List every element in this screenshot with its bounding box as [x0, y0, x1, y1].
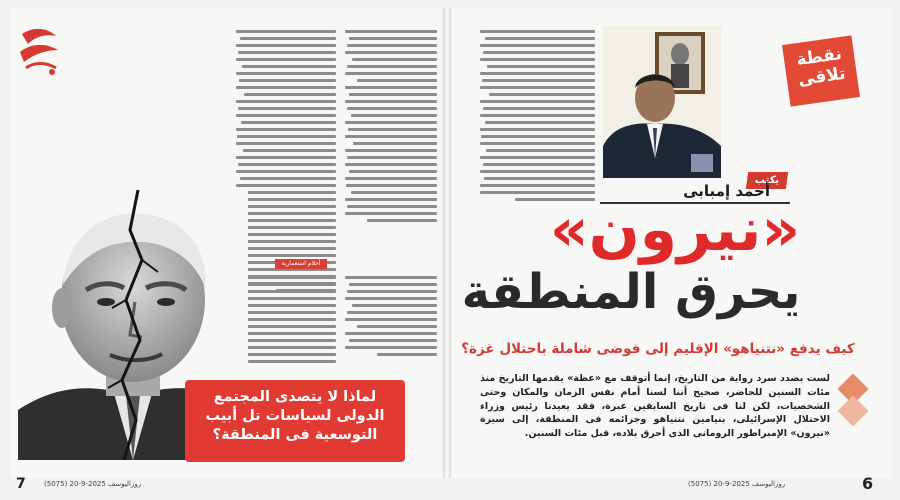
author-name: أحمد إمبابى	[683, 182, 770, 200]
section-tag-box: نقطة تلاقى	[782, 35, 860, 106]
pull-quote-box: لماذا لا يتصدى المجتمع الدولى لسياسات تل أبيب التوسعية فى المنطقة؟	[185, 380, 405, 462]
left-page-column-1	[345, 30, 437, 222]
left-page-column-1b	[345, 276, 437, 356]
page-number-right: 6	[862, 474, 874, 493]
page-gutter	[443, 8, 451, 478]
right-page-column-1	[480, 30, 595, 201]
byline-label: يكتب	[746, 172, 788, 189]
subhead-tag: أحلام استعمارية	[275, 259, 327, 269]
footer-right: روزاليوسف 2025-9-20 (5075)	[688, 480, 786, 488]
author-photo	[603, 26, 721, 178]
left-page-column-2	[236, 30, 336, 292]
headline-line-1: «نيرون»	[549, 195, 801, 265]
page-number-left: 7	[16, 476, 26, 492]
left-page-column-2b	[236, 276, 336, 363]
lead-paragraph: لست بصدد سرد رواية من التاريخ، إنما أتوقف مع «عظة» يقدمها التاريخ منذ مئات السنين للحاضر، صحيح أننا لسنا أمام نفس الزمان والمكان وحتى الشخصيات، لكن لنا فى تاريخ السابقين عبرة، فقد يعيدنا رئيس وزراء الاحتلال الإسرائيلى، بنيامين نتنياهو وجرائمه فى المنطقة، إلى سيرة «نيرون» الإمبراطور الرومانى الذى أحرق بلاده، قبل مئات السنين.	[480, 373, 830, 440]
footer-left: روزاليوسف 2025-9-20 (5075)	[44, 480, 142, 488]
rose-al-youssef-logo	[16, 24, 62, 80]
headline-dek: كيف يدفع «نتنياهو» الإقليم إلى فوضى شاملة باحتلال غزة؟	[461, 341, 855, 357]
headline-line-2: يحرق المنطقة	[461, 264, 801, 320]
